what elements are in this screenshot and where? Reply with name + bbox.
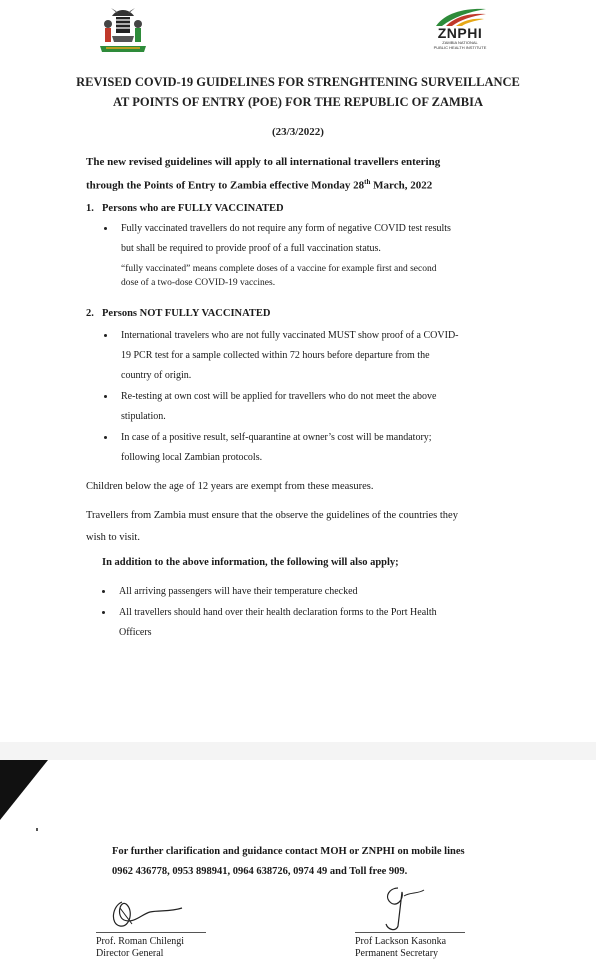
znphi-name: ZNPHI: [437, 25, 483, 41]
document-title: [40, 72, 556, 112]
title-line-2: AT POINTS OF ENTRY (POE) FOR THE REPUBLIC OF ZAMBIA: [112, 95, 484, 109]
scan-speck: [36, 828, 38, 831]
signatory-1-title: Director General: [96, 948, 164, 959]
bullet-dot-icon: [104, 395, 107, 398]
fully-vaccinated-note: “fully vaccinated” means complete doses of a vaccine for example first and second dose of a two-dose COVID-19 vaccines.: [121, 264, 437, 288]
contact-info: [112, 842, 532, 882]
bullet-dot-icon: [104, 436, 107, 439]
znphi-logo: [425, 6, 495, 64]
addition-bullet-2: All travellers should hand over their health declaration forms to the Port Health Officers: [119, 603, 437, 643]
bullet-dot-icon: [104, 334, 107, 337]
document-page-2: [0, 760, 596, 960]
zambia-coat-of-arms-icon: [96, 8, 150, 54]
section-2-heading: 2. Persons NOT FULLY VACCINATED: [86, 308, 271, 319]
signature-2-icon: [368, 882, 428, 934]
addition-heading: In addition to the above information, the following will also apply;: [102, 557, 399, 568]
signatory-1-name: Prof. Roman Chilengi: [96, 936, 185, 947]
signatory-2-title: Permanent Secretary: [355, 948, 439, 959]
bullet-dot-icon: [104, 227, 107, 230]
section-1-heading: 1. Persons who are FULLY VACCINATED: [86, 203, 284, 214]
scan-shadow-corner: [0, 760, 48, 820]
title-line-1: REVISED COVID-19 GUIDELINES FOR STRENGHTENING SURVEILLANCE: [76, 75, 520, 89]
page-gap: [0, 742, 596, 760]
travellers-note: Travellers from Zambia must ensure that the observe the guidelines of the countries they wish to visit.: [86, 510, 458, 543]
section-2-bullet-3: In case of a positive result, self-quarantine at owner’s cost will be mandatory; following local Zambian protocols.: [121, 428, 432, 468]
intro-paragraph: [86, 152, 526, 196]
contact-line-2: 0962 436778, 0953 898941, 0964 638726, 0974 49 and Toll free 909.: [112, 866, 408, 877]
document-date: (23/3/2022): [272, 126, 324, 138]
signatory-1: [96, 932, 206, 960]
bullet-dot-icon: [102, 611, 105, 614]
intro-line-2: through the Points of Entry to Zambia effective Monday 28th March, 2022: [86, 178, 433, 192]
signatory-2-name: Prof Lackson Kasonka: [355, 936, 447, 947]
signature-1-icon: [100, 896, 190, 934]
bullet-dot-icon: [102, 590, 105, 593]
section-2-bullet-1: International travelers who are not fully vaccinated MUST show proof of a COVID- 19 PCR test for a sample collected within 72 hours before departure from the country of origin.: [121, 326, 459, 386]
signatory-2: [355, 932, 465, 960]
children-note: Children below the age of 12 years are exempt from these measures.: [86, 481, 374, 492]
contact-line-1: For further clarification and guidance contact MOH or ZNPHI on mobile lines: [112, 846, 465, 857]
znphi-sub-1: ZAMBIA NATIONAL: [442, 40, 478, 45]
section-1-bullet-1: Fully vaccinated travellers do not require any form of negative COVID test results but shall be required to provide proof of a full vaccination status.: [121, 219, 451, 259]
addition-bullet-1: All arriving passengers will have their temperature checked: [119, 582, 358, 602]
intro-line-1: The new revised guidelines will apply to all international travellers entering: [86, 156, 441, 168]
section-2-bullet-2: Re-testing at own cost will be applied for travellers who do not meet the above stipulation.: [121, 387, 436, 427]
znphi-sub-2: PUBLIC HEALTH INSTITUTE: [433, 44, 487, 50]
